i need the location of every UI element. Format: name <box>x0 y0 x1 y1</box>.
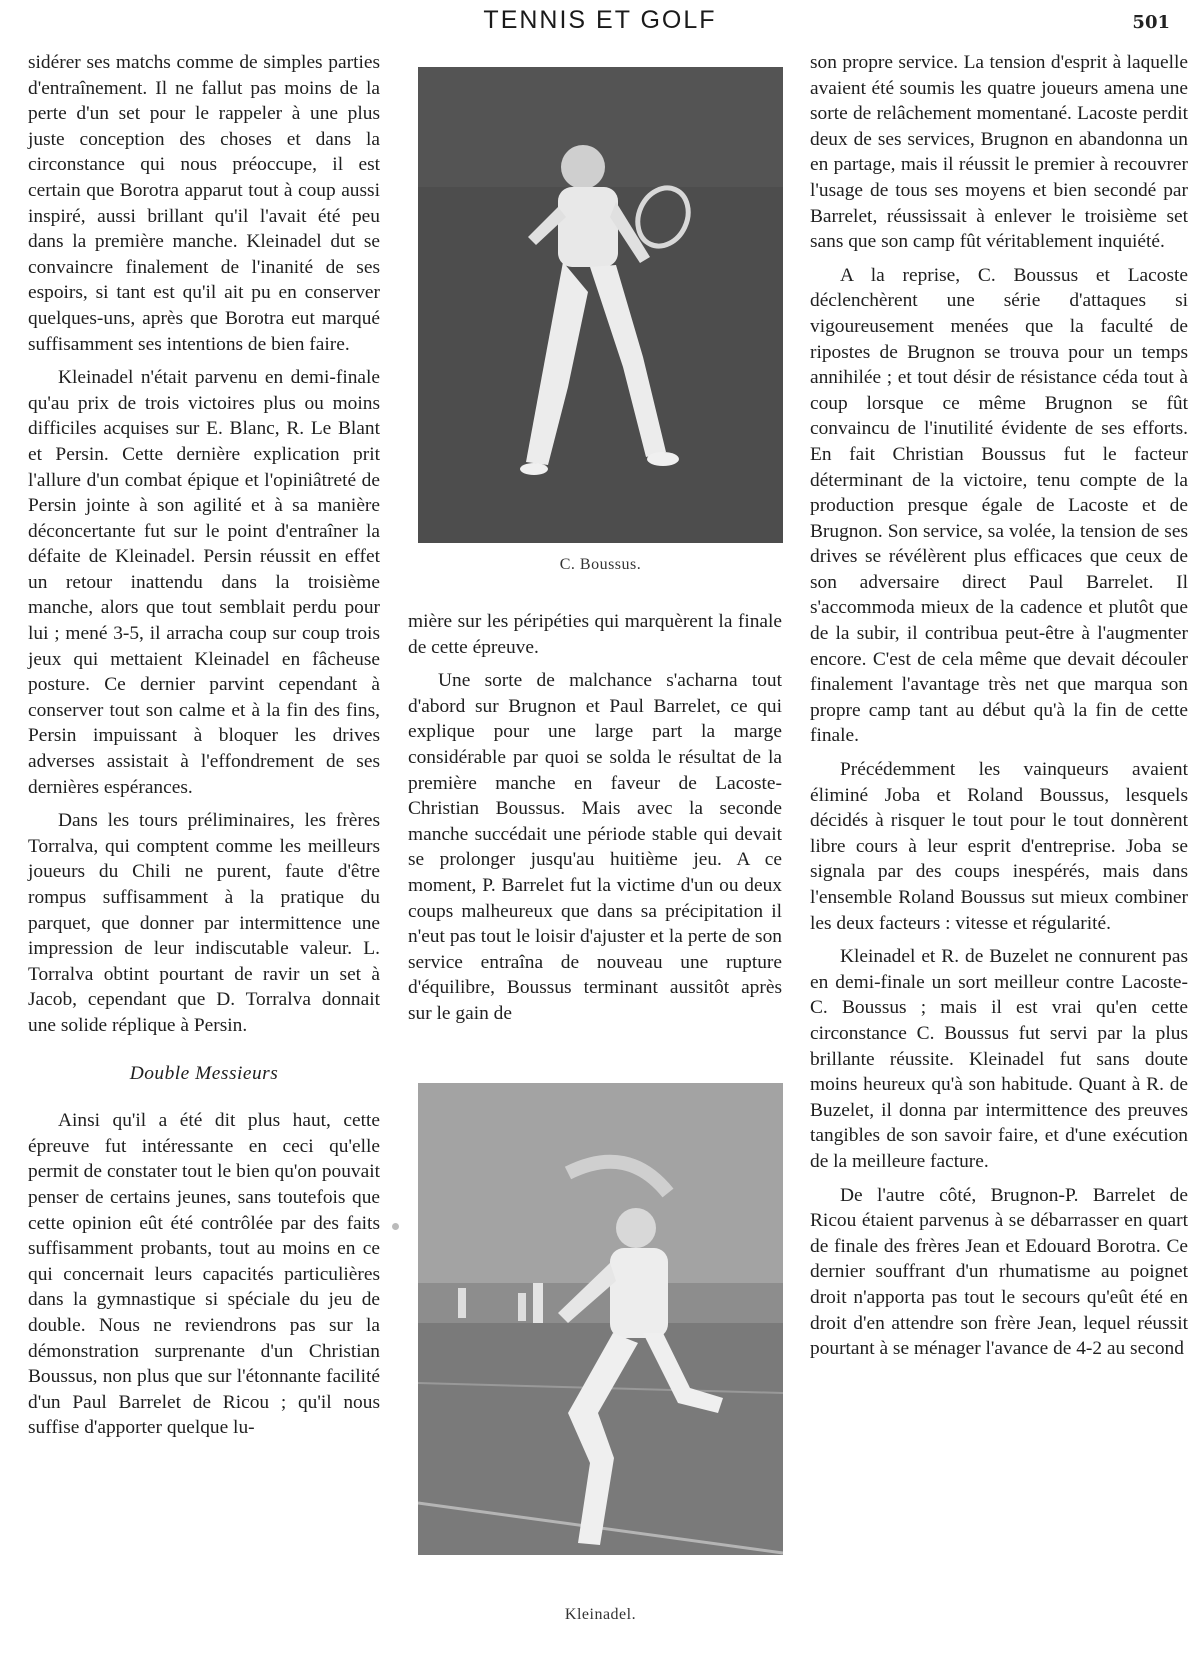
tennis-player-photo-icon <box>418 67 783 543</box>
right-column <box>810 50 1188 1370</box>
paragraph: mière sur les péripéties qui marquèrent la finale de cette épreuve. <box>408 611 782 658</box>
photo-caption: C. Boussus. <box>559 556 642 573</box>
left-column <box>28 50 380 1449</box>
paragraph: sidérer ses matchs comme de simples parties d'entraînement. Il ne fallut pas moins de la perte d'un set pour le rappeler à une plus juste conception des choses et dans la circonstance qui nous préoccupe, il est certain que Borotra apparut tout à coup aussi inspiré, aussi brillant qu'il l'avait été peu dans la première manche. Kleinadel dut se convaincre finalement de l'inanité de ses espoirs, si tant est qu'il ait pu en conserver quelques-uns, après que Borotra eut marqué suffisamment ses intentions de bien faire. <box>28 52 380 355</box>
page-speck <box>392 1223 399 1230</box>
paragraph: Kleinadel et R. de Buzelet ne connurent pas en demi-finale un sort meilleur contre Lacoste-C. Boussus ; mais il est vrai qu'en cette circonstance C. Boussus fut servi par la plus brillante réussite. Kleinadel fut sans doute moins heureux qu'à son habitude. Quant à R. de Buzelet, il donna par intermittence des preuves tangibles de son savoir faire, et d'une exécution de la meilleure facture. <box>810 946 1188 1172</box>
paragraph: Précédemment les vainqueurs avaient éliminé Joba et Roland Boussus, lesquels décidés à risquer le tout pour le tout donnèrent libre cours à leur esprit d'entreprise. Joba se signala par des coups inespérés, mais dans l'ensemble Roland Boussus sut mieux combiner les deux facteurs : vitesse et régularité. <box>810 759 1188 934</box>
paragraph: A la reprise, C. Boussus et Lacoste déclenchèrent une série d'attaques si vigoureusement menées que la faculté de ripostes de Brugnon se trouva pour un temps annihilée ; et tout désir de résistance céda tout à coup lorsque ce même Brugnon se fût convaincu de l'inutilité évidente de ses efforts. En fait Christian Boussus fut le facteur déterminant de la victoire, tenu compte de la production presque égale de Lacoste et de Brugnon. Son service, sa volée, la tension de ses drives se révélèrent plus efficaces que ceux de son adversaire direct Paul Barrelet. Il s'accommoda mieux de la cadence et plutôt que de la subir, il contribua peut-être à l'augmenter encore. C'est de cela même que devait découler finalement l'avantage très net que marqua son propre camp tant au début qu'à la fin de cette finale. <box>810 264 1188 747</box>
paragraph: De l'autre côté, Brugnon-P. Barrelet de Ricou étaient parvenus à se débarrasser en quart de finale des frères Jean et Edouard Borotra. Ce dernier souffrant d'un rhumatisme au poignet droit n'apporta pas tout le secours qu'eût été en droit d'en attendre son frère Jean, lequel réussit pourtant à se ménager l'avance de 4-2 au second <box>810 1184 1188 1360</box>
paragraph: Ainsi qu'il a été dit plus haut, cette épreuve fut intéressante en ceci qu'elle permit de constater tout le bien qu'on pouvait penser de certains jeunes, sans toutefois que cette opinion eût été contrôlée par des faits suffisamment probants, tout au moins en ce qui concernait leurs capacités particulières dans la gymnastique si spéciale du jeu de double. Nous ne reviendrons pas sur la démonstration surprenante d'un Christian Boussus, non plus que sur l'étonnante facilité d'un Paul Barrelet de Ricou ; qu'il nous suffise d'apporter quelque lu- <box>28 1110 380 1439</box>
paragraph: Dans les tours préliminaires, les frères Torralva, qui comptent comme les meilleurs joueurs du Chili ne purent, faute d'être rompus suffisamment à la pratique du parquet, que donner par intermittence une impression de leur indiscutable valeur. L. Torralva obtint pourtant de ravir un set à Jacob, cependant que D. Torralva donnait une solide réplique à Persin. <box>28 810 380 1036</box>
photo-kleinadel <box>418 1083 783 1555</box>
section-heading: Double Messieurs <box>129 1062 279 1084</box>
paragraph: Kleinadel n'était parvenu en demi-finale qu'au prix de trois victoires plus ou moins difficiles acquises sur E. Blanc, R. Le Blant et Persin. Cette dernière explication prit l'allure d'un combat épique et l'opiniâtreté de Persin jointe à son agilité et à sa manière déconcertante fut sur le point d'entraîner la défaite de Kleinadel. Persin réussit en effet un retour inattendu dans la troisième manche, alors que tout semblait perdu pour lui ; mené 3-5, il arracha coup sur coup trois jeux qui mettaient Kleinadel en fâcheuse posture. Ce dernier parvint cependant à conserver tout son calme et à la fin des fins, Persin impuissant à bloquer les drives adverses assistait à l'effondrement de ses dernières espérances. <box>28 367 380 798</box>
tennis-player-photo-icon <box>418 1083 783 1555</box>
photo-caption: Kleinadel. <box>564 1606 637 1623</box>
page-header <box>0 4 1200 38</box>
middle-column <box>408 609 782 1035</box>
page-number: 501 <box>1132 12 1170 33</box>
paragraph: son propre service. La tension d'esprit à laquelle avaient été soumis les quatre joueurs amena une sorte de relâchement momentané. Lacoste perdit deux de ses services, Brugnon en abandonna un en partage, mais il réussit le premier à recouvrer l'usage de tous ses moyens et bien secondé par Barrelet, réussissait à enlever le troisième set sans que son camp fût véritablement inquiété. <box>810 52 1188 253</box>
magazine-title: TENNIS ET GOLF <box>483 6 717 34</box>
paragraph: Une sorte de malchance s'acharna tout d'abord sur Brugnon et Paul Barrelet, ce qui explique pour une large part la marge considérable par quoi se solda le résultat de la première manche en faveur de Lacoste-Christian Boussus. Mais avec la seconde manche succédait une période stable qui devait se prolonger jusqu'au huitième jeu. A ce moment, P. Barrelet fut la victime d'un ou deux coups malheureux que dans sa précipitation il n'eut pas tout le loisir d'ajuster et la perte de son service entraîna de nouveau une rupture d'équilibre, Boussus terminant aussitôt après sur le gain de <box>408 670 782 1024</box>
photo-c-boussus <box>418 67 783 543</box>
